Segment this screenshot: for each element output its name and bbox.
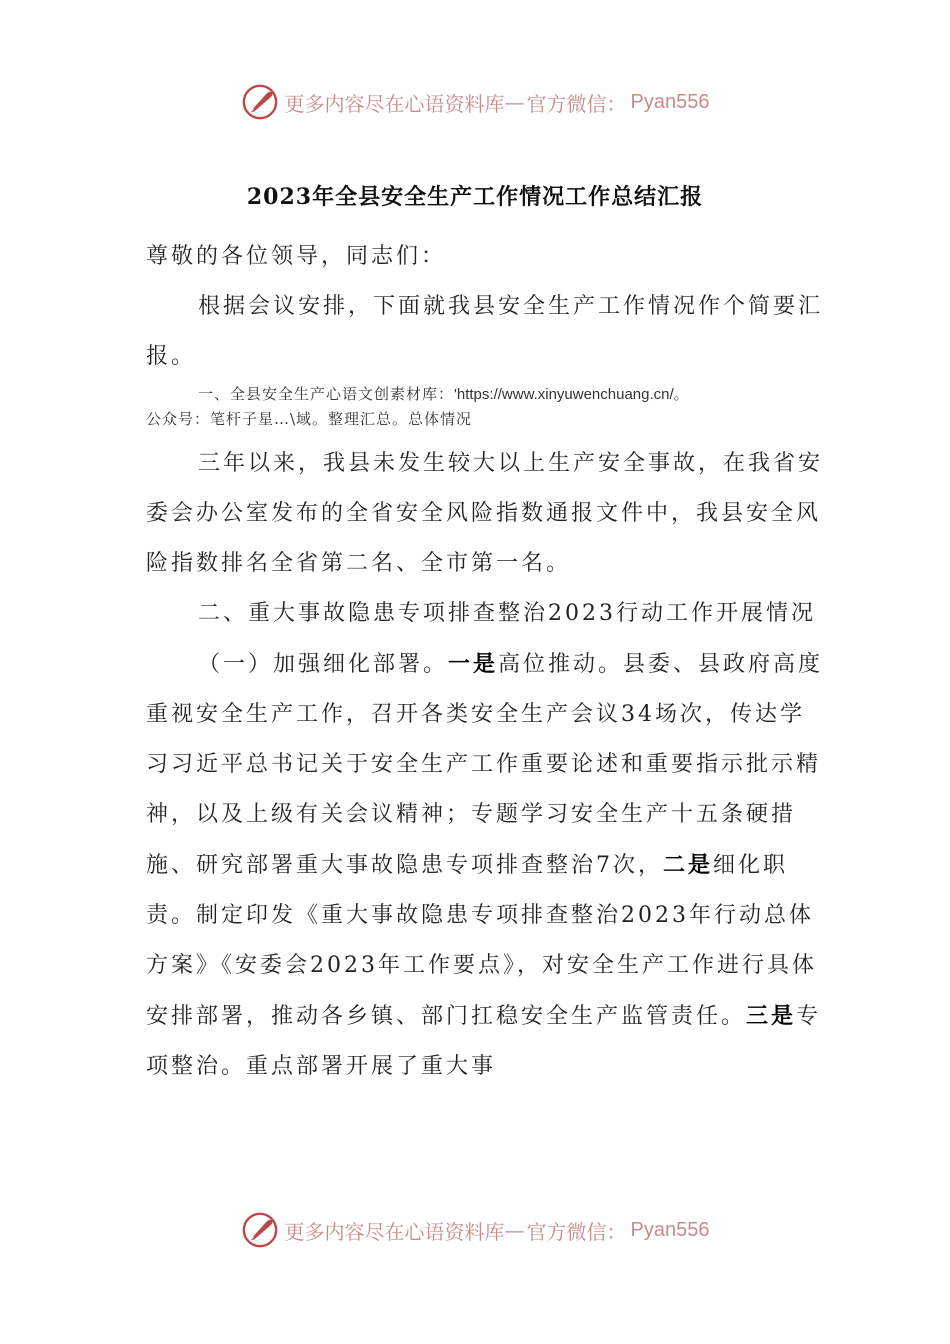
note-line1: 一、全县安全生产心语文创素材库：: [198, 385, 455, 403]
watermark-dash: —: [504, 90, 525, 114]
watermark-banner-bottom: [0, 1208, 950, 1252]
watermark-dash: —: [504, 1218, 525, 1242]
watermark-text: 更多内容尽在心语资料库: [284, 91, 505, 116]
subheading-1: （一）加强细化部署。: [198, 652, 449, 677]
point-1-text: 高位推动。县委、县政府高度重视安全生产工作，召开各类安全生产会议34场次，传达学习习近平总书记关于安全生产工作重要论述和重要指示批示精神，以及上级有关会议精神；专题学习安全生产十五条硬措施、研究部署重大事故隐患专项排查整治7次，: [146, 652, 824, 878]
greeting: 尊敬的各位领导，同志们：: [146, 244, 447, 269]
paragraph-deployment: [146, 639, 826, 1092]
watermark-official: 官方微信：: [526, 1219, 627, 1244]
watermark-official: 官方微信：: [526, 91, 627, 116]
point-2-text: 细化职责。制定印发《重大事故隐患专项排查整治2023年行动总体方案》《安委会2023年工作要点》，对安全生产工作进行具体安排部署，推动各乡镇、部门扛稳安全生产监管责任。: [146, 853, 817, 1029]
point-3-label: 三是: [746, 1003, 797, 1029]
document-title: 2023年全县安全生产工作情况工作总结汇报: [246, 184, 704, 210]
section-heading-2: 二、重大事故隐患专项排查整治2023行动工作开展情况: [198, 601, 816, 626]
point-2-label: 二是: [663, 852, 714, 878]
watermark-banner-top: [0, 80, 950, 124]
watermark-account: Pyan556: [630, 1218, 710, 1241]
watermark-account: Pyan556: [630, 90, 710, 113]
quill-logo-icon: [241, 83, 279, 121]
intro-paragraph: 根据会议安排，下面就我县安全生产工作情况作个简要汇报。: [146, 294, 824, 369]
point-3-text: 专项整治。重点部署开展了重大事: [146, 1004, 822, 1079]
point-1-label: 一是: [448, 651, 499, 677]
paragraph-overview: 三年以来，我县未发生较大以上生产安全事故，在我省安委会办公室发布的全省安全风险指数通报文件中，我县安全风险指数排名全省第二名、全市第一名。: [146, 451, 824, 576]
quill-logo-icon: [241, 1211, 279, 1249]
source-note: [146, 382, 826, 431]
document-body: [146, 232, 826, 1092]
note-line2: 公众号：笔杆子星…\域。整理汇总。总体情况: [146, 410, 473, 428]
watermark-text: 更多内容尽在心语资料库: [284, 1219, 505, 1244]
note-url: 'https://www.xinyuwenchuang.cn/。: [454, 386, 689, 403]
